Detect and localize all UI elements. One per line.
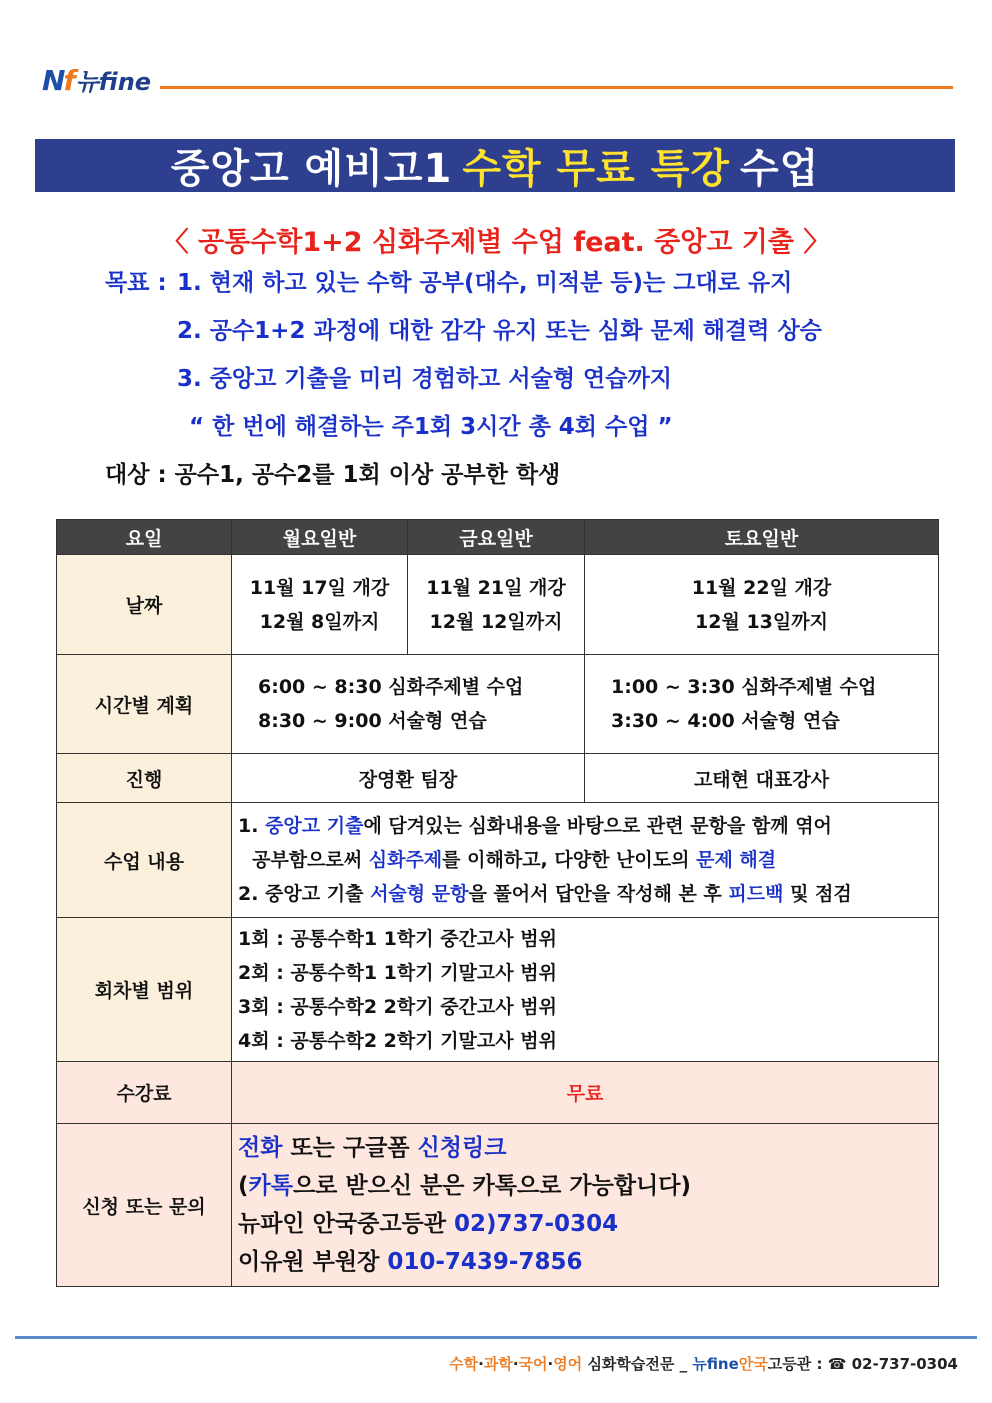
date-saturday-start: 11월 22일 개강 [691,576,832,599]
apply-form-link[interactable]: 신청링크 [417,1135,507,1161]
range-4: 4회 : 공통수학2 2학기 기말고사 범위 [238,1029,557,1052]
apply-line-1 [238,1129,938,1167]
footer-subject-english: 영어 [553,1355,583,1373]
goal-text-3: 3. 중앙고 기출을 미리 경험하고 서술형 연습까지 [177,366,672,392]
goal-item-2 [105,312,822,360]
content-l2-d: 문제 해결 [696,849,777,871]
header-saturday: 토요일반 [585,520,939,555]
apply-l4-a: 이유원 부원장 [238,1249,388,1275]
footer-subject-science: 과학 [483,1355,513,1373]
logo-text: 뉴fine [75,68,152,96]
footer-brand-branch: 안국 [738,1355,768,1373]
apply-line-3 [238,1205,938,1243]
banner-highlight: 수학 무료 특강 [462,146,731,192]
table-row-fee [57,1062,939,1124]
header-friday: 금요일반 [408,520,585,555]
apply-l3-a: 뉴파인 안국중고등관 [238,1211,454,1237]
range-cell [232,918,939,1062]
logo-mark-f: f [63,64,74,97]
apply-cell [232,1124,939,1287]
fee-value: 무료 [232,1062,939,1124]
teacher-weekday: 장영환 팀장 [232,754,585,803]
date-friday-start: 11월 21일 개강 [426,576,566,599]
header-monday: 월요일반 [232,520,408,555]
logo-mark [42,64,74,97]
content-l3-b: 서술형 문항 [370,883,469,905]
row-label-range: 회차별 범위 [57,918,232,1062]
target-row [105,456,822,504]
footer-dot-2: · [512,1355,519,1373]
footer-subject-korean: 국어 [518,1355,548,1373]
apply-phone-1[interactable]: 02)737-0304 [453,1211,619,1237]
goal-text-1: 1. 현재 하고 있는 수학 공부(대수, 미적분 등)는 그대로 유지 [177,270,793,296]
date-friday-end: 12월 12일까지 [429,610,563,633]
time-weekend-2: 3:30 ~ 4:00 서술형 연습 [611,710,840,732]
apply-phone-link: 전화 [238,1135,283,1161]
footer-text-2: 고등관 : ☎ 02-737-0304 [767,1355,958,1373]
footer-subject-math: 수학 [449,1355,479,1373]
table-row-apply [57,1124,939,1287]
footer [449,1353,958,1374]
schedule-table [56,519,939,1287]
table-row-time [57,655,939,754]
time-weekday [232,655,585,754]
apply-l2-c: 으로 받으신 분은 카톡으로 가능합니다) [292,1173,691,1199]
date-monday-start: 11월 17일 개강 [249,576,390,599]
table-row-range [57,918,939,1062]
logo [42,62,151,97]
content-l1-a: 1. [238,815,266,837]
apply-l2-b: 카톡 [248,1173,293,1199]
row-label-time: 시간별 계획 [57,655,232,754]
date-monday-end: 12월 8일까지 [259,610,380,633]
content-line-3 [238,877,938,911]
content-l2-b: 심화주제 [368,849,443,871]
table-row-content [57,803,939,918]
range-2: 2회 : 공통수학1 1학기 기말고사 범위 [238,961,557,984]
apply-phone-2[interactable]: 010-7439-7856 [387,1249,583,1275]
content-l3-a: 2. 중앙고 기출 [238,883,371,905]
content-l3-d: 피드백 [728,883,784,905]
date-saturday-end: 12월 13일까지 [695,610,828,633]
footer-text-1: 심화학습전문 _ [582,1355,693,1373]
subtitle: 〈 공통수학1+2 심화주제별 수업 feat. 중앙고 기출 〉 [161,227,831,258]
teacher-weekend: 고태현 대표강사 [585,754,939,803]
footer-dot-3: · [547,1355,554,1373]
content-l1-b: 중앙고 기출 [265,815,364,837]
goal-item-3 [105,360,822,408]
header-divider [160,86,953,89]
target-text: 대상 : 공수1, 공수2를 1회 이상 공부한 학생 [105,462,561,488]
goal-quote-row [105,408,822,456]
apply-line-2 [238,1167,938,1205]
content-line-1 [238,809,938,843]
row-label-date: 날짜 [57,555,232,655]
table-row-date [57,555,939,655]
footer-dot-1: · [478,1355,484,1373]
apply-l2-a: ( [238,1173,249,1199]
table-header-row [57,520,939,555]
time-weekend [585,655,939,754]
logo-mark-n: N [42,64,64,97]
row-label-fee: 수강료 [57,1062,232,1124]
range-3: 3회 : 공통수학2 2학기 중간고사 범위 [238,995,557,1018]
content-l2-c: 를 이해하고, 다양한 난이도의 [442,849,697,871]
content-l2-a: 공부함으로써 [252,849,369,871]
title-banner [35,139,955,192]
date-saturday [585,555,939,655]
goals-label: 목표 : [105,270,167,296]
goal-quote: “ 한 번에 해결하는 주1회 3시간 총 4회 수업 ” [189,414,673,440]
row-label-content: 수업 내용 [57,803,232,918]
table-row-teacher [57,754,939,803]
content-l1-c: 에 담겨있는 심화내용을 바탕으로 관련 문항을 함께 엮어 [363,815,832,837]
footer-divider [15,1336,977,1339]
row-label-teacher: 진행 [57,754,232,803]
banner-part3: 수업 [740,146,820,192]
date-friday [408,555,585,655]
content-l3-c: 을 풀어서 답안을 작성해 본 후 [468,883,729,905]
apply-line-4 [238,1243,938,1281]
banner-part1: 중앙고 예비고1 [170,146,453,192]
goal-item-1 [105,264,822,312]
time-weekday-1: 6:00 ~ 8:30 심화주제별 수업 [258,676,524,698]
header-day: 요일 [57,520,232,555]
time-weekend-1: 1:00 ~ 3:30 심화주제별 수업 [611,676,877,698]
goal-text-2: 2. 공수1+2 과정에 대한 감각 유지 또는 심화 문제 해결력 상승 [177,318,822,344]
content-l3-e: 및 점검 [783,883,852,905]
row-label-apply: 신청 또는 문의 [57,1124,232,1287]
date-monday [232,555,408,655]
apply-l1-b: 또는 구글폼 [282,1135,418,1161]
content-line-2 [238,843,938,877]
range-1: 1회 : 공통수학1 1학기 중간고사 범위 [238,927,557,950]
content-cell [232,803,939,918]
footer-brand: 뉴fine [692,1355,739,1373]
goals-section [105,264,822,504]
time-weekday-2: 8:30 ~ 9:00 서술형 연습 [258,710,487,732]
